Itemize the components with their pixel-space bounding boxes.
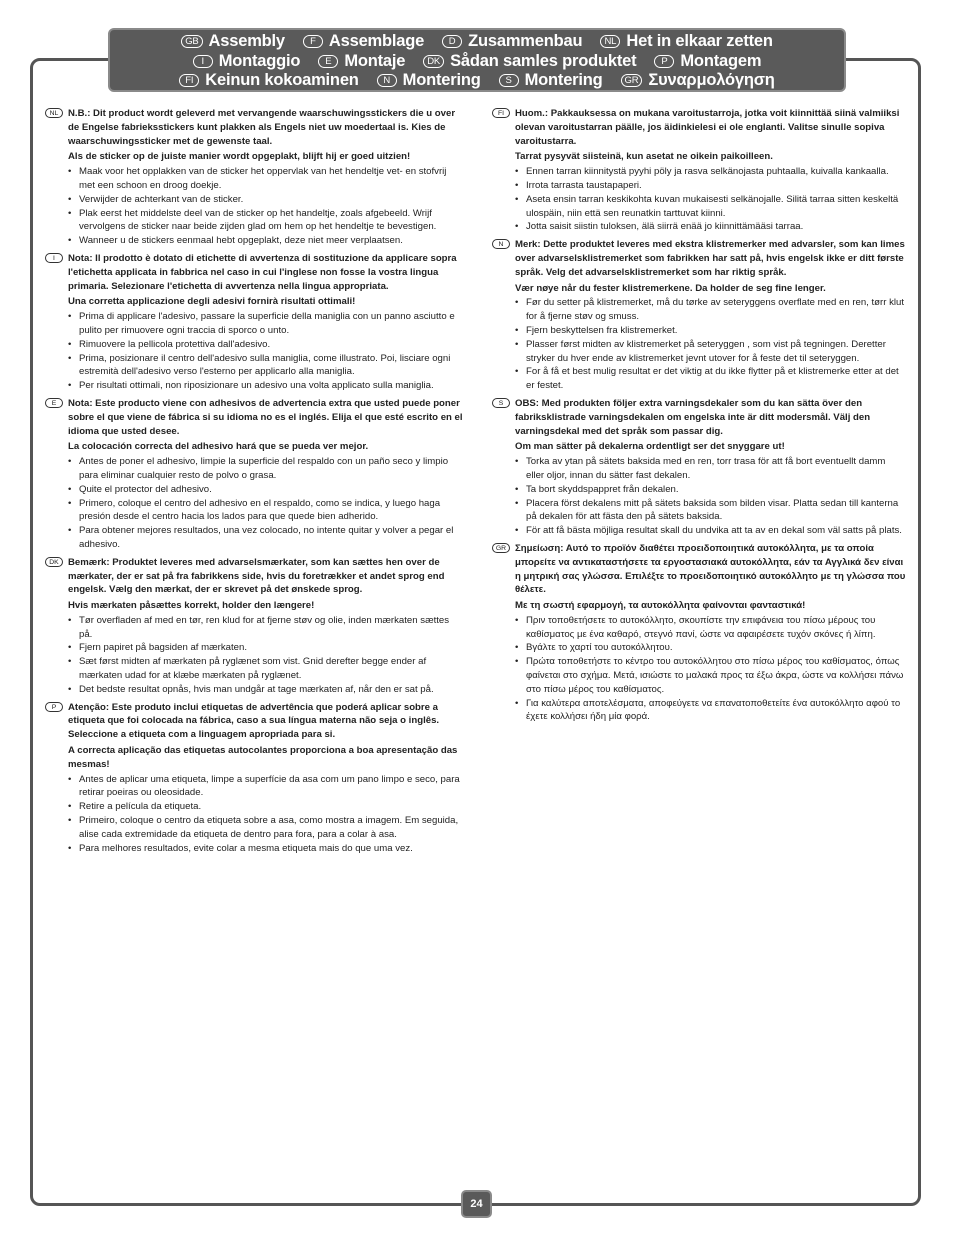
list-item: • Πριν τοποθετήσετε το αυτοκόλλητο, σκουπίστε την επιφάνεια του πίσω μέρους του καθίσματος με ένα καθαρό, στεγνό πανί, ώστε να αφαιρέσετε τυχόν σκόνες ή λίπη. (515, 614, 906, 642)
list-item: • Torka av ytan på sätets baksida med en ren, torr trasa för att få bort eventuellt damm eller oljor, innan du sätter fast dekalen. (515, 455, 906, 483)
language-badge: GB (181, 35, 202, 48)
left-column (45, 107, 463, 859)
language-badge: P (45, 702, 63, 712)
list-item: • Placera först dekalens mitt på sätets baksida som bilden visar. Platta sedan till kanterna på dekalen för att fästa den på sätets baksida. (515, 497, 906, 525)
section-e (45, 397, 463, 552)
header-item (179, 71, 358, 90)
bullet-list (68, 773, 463, 856)
section-intro: Nota: Il prodotto è dotato di etichette di avvertenza di sostituzione da applicare sopra l'etichetta applicata in fabbrica nel caso in cui l'inglese non fosse la vostra lingua primaria. Selezionare l'etichetta di avvertenza nella lingua appropriata. (68, 252, 457, 292)
header-item (318, 52, 405, 71)
language-badge: NL (600, 35, 620, 48)
section-p (45, 701, 463, 856)
header-item (303, 32, 424, 51)
language-badge: D (442, 35, 462, 48)
section-intro: Σημείωση: Αυτό το προϊόν διαθέτει προειδοποιητικά αυτοκόλλητα, με τα οποία μπορείτε να αντικαταστήσετε τα εργοστασιακά αυτοκόλλητα, εάν τα Αγγλικά δεν είναι η μητρική σας γλώσσα. Επιλέξτε το προειδοποιητικό αυτοκόλλητο με τη γλώσσα που θέλετε. (515, 542, 906, 596)
list-item: • Quite el protector del adhesivo. (68, 483, 463, 497)
list-item: • Tør overfladen af med en tør, ren klud for at fjerne støv og olie, inden mærkaten sættes på. (68, 614, 463, 642)
list-item: • Antes de poner el adhesivo, limpie la superficie del respaldo con un paño seco y limpio para eliminar cualquier resto de polvo o grasa. (68, 455, 463, 483)
list-item: • Πρώτα τοποθετήστε το κέντρο του αυτοκόλλητου στο πίσω μέρος του καθίσματος, όπως φαίνεται στο σχήμα. Μετά, ισιώστε το μαλακά προς τα έξω άκρα, ώστε να κολλήσει πάνω στο πίσω μέρος του καθίσματος. (515, 655, 906, 696)
header-item (423, 52, 636, 71)
language-badge: F (303, 35, 323, 48)
section-intro: N.B.: Dit product wordt geleverd met vervangende waarschuwingsstickers die u over de Engelse fabrieksstickers kunt plakken als Engels niet uw moedertaal is. Kies de waarschuwingssticker met de gewenste taal. (68, 108, 456, 147)
bullet-list (515, 165, 906, 234)
section-subheading: Με τη σωστή εφαρμογή, τα αυτοκόλλητα φαίνονται φανταστικά! (515, 600, 806, 612)
list-item: • Para melhores resultados, evite colar a mesma etiqueta mais do que uma vez. (68, 842, 463, 856)
section-intro: Merk: Dette produktet leveres med ekstra klistremerker med advarsler, som kan limes over advarselsklistremerket som fabrikken har satt på, hvis engelsk ikke er ditt første språk. Velg det advarselsklistremerket som har riktig språk. (515, 239, 905, 278)
section-fi (492, 107, 906, 234)
list-item: • Prima di applicare l'adesivo, passare la superficie della maniglia con un panno asciutto e pulito per rimuovere ogni traccia di sporco o unto. (68, 310, 463, 338)
list-item: • Plak eerst het middelste deel van de sticker op het handeltje, zoals afgebeeld. Wrijf vervolgens de sticker naar beide zijden glad om hem op het hendeltje te bevestigen. (68, 207, 463, 235)
header-item (600, 32, 772, 51)
list-item: • Fjern papiret på bagsiden af mærkaten. (68, 641, 463, 655)
list-item: • For å få et best mulig resultat er det viktig at du ikke flytter på et klistremerke etter at det er festet. (515, 365, 906, 393)
list-item: • Ennen tarran kiinnitystä pyyhi pöly ja rasva selkänojasta puhtaalla, kuivalla kankaalla. (515, 165, 906, 179)
header-row (110, 52, 844, 72)
header-item (654, 52, 761, 71)
language-badge: S (499, 74, 519, 87)
language-badge: GR (621, 74, 643, 87)
language-badge: FI (179, 74, 199, 87)
list-item: • Βγάλτε το χαρτί του αυτοκόλλητου. (515, 641, 906, 655)
section-subheading: Hvis mærkaten påsættes korrekt, holder den længere! (68, 600, 315, 612)
header-label: Sådan samles produktet (450, 51, 637, 70)
section-intro: Huom.: Pakkauksessa on mukana varoitustarroja, jotka voit kiinnittää siinä valmiiksi olevan varoitustarran päälle, jos äidinkielesi ei ole englanti. Valitse sinulle sopiva varoitustarra. (515, 108, 900, 147)
language-badge: N (377, 74, 397, 87)
section-subheading: Una corretta applicazione degli adesivi fornirà risultati ottimali! (68, 296, 356, 308)
section-intro: Nota: Este producto viene con adhesivos de advertencia extra que usted puede poner sobre el que viene de fábrica si su idioma no es el inglés. Elija el que esté escrito en el idioma que usted desee. (68, 397, 463, 437)
bullet-list (515, 296, 906, 393)
language-badge: P (654, 55, 674, 68)
header-label: Montagem (680, 51, 762, 70)
bullet-list (68, 310, 463, 393)
section-n (492, 238, 906, 393)
language-badge: I (193, 55, 213, 68)
right-column (492, 107, 906, 728)
list-item: • Jotta saisit siistin tuloksen, älä siirrä enää jo kiinnittämääsi tarraa. (515, 220, 906, 234)
list-item: • För att få bästa möjliga resultat skall du undvika att ta av en dekal som väl satts på plats. (515, 524, 906, 538)
language-badge: E (45, 398, 63, 408)
list-item: • Per risultati ottimali, non riposizionare un adesivo una volta applicato sulla maniglia. (68, 379, 463, 393)
header-label: Montering (524, 71, 603, 90)
header-item (499, 71, 603, 90)
bullet-list (68, 614, 463, 697)
list-item: • Aseta ensin tarran keskikohta kuvan mukaisesti selkänojalle. Silitä tarraa sitten keskeltä ulospäin, niin että sen reunatkin tarttuvat kiinni. (515, 193, 906, 221)
bullet-list (515, 614, 906, 724)
bullet-list (68, 455, 463, 552)
language-badge: DK (423, 55, 444, 68)
header-item (442, 32, 582, 51)
list-item: • Verwijder de achterkant van de sticker. (68, 193, 463, 207)
list-item: • Plasser først midten av klistremerket på seteryggen , som vist på tegningen. Deretter stryker du hver ende av klistremerket jevnt utover for å feste det til seteryggen. (515, 338, 906, 366)
language-badge: S (492, 398, 510, 408)
language-badge: N (492, 239, 510, 249)
language-badge: NL (45, 108, 63, 118)
header-item (377, 71, 481, 90)
section-s (492, 397, 906, 538)
section-subheading: Om man sätter på dekalerna ordentligt ser det snyggare ut! (515, 441, 785, 453)
header-label: Assemblage (328, 32, 425, 51)
header-label: Montaggio (218, 51, 301, 70)
header-item (193, 52, 301, 71)
list-item: • Antes de aplicar uma etiqueta, limpe a superfície da asa com um pano limpo e seco, para retirar poeiras ou oleosidade. (68, 773, 463, 801)
list-item: • Primero, coloque el centro del adhesivo en el respaldo, como se indica, y luego haga presión desde el centro hacia los lados para que quede bien adherido. (68, 497, 463, 525)
section-nl (45, 107, 463, 248)
header-label: Montering (402, 71, 481, 90)
assembly-header (108, 28, 846, 92)
language-badge: FI (492, 108, 510, 118)
bullet-list (515, 455, 906, 538)
header-item (621, 71, 775, 90)
section-subheading: Vær nøye når du fester klistremerkene. Da holder de seg fine lenger. (515, 282, 826, 294)
header-label: Het in elkaar zetten (626, 32, 773, 51)
list-item: • Før du setter på klistremerket, må du tørke av seteryggens overflate med en ren, tørr klut for å fjerne støv og smuss. (515, 296, 906, 324)
header-row (110, 32, 844, 52)
list-item: • Fjern beskyttelsen fra klistremerket. (515, 324, 906, 338)
list-item: • Det bedste resultat opnås, hvis man undgår at tage mærkaten af, når den er sat på. (68, 683, 463, 697)
header-label: Keinun kokoaminen (205, 71, 359, 90)
language-badge: GR (492, 543, 510, 553)
section-i (45, 252, 463, 393)
list-item: • Primeiro, coloque o centro da etiqueta sobre a asa, como mostra a imagem. Em seguida, alise cada extremidade da etiqueta de dentro para fora, para a colar à asa. (68, 814, 463, 842)
header-label: Assembly (208, 32, 285, 51)
list-item: • Rimuovere la pellicola protettiva dall'adesivo. (68, 338, 463, 352)
section-intro: Bemærk: Produktet leveres med advarselsmærkater, som kan sættes hen over de mærkater, der er sat på fra fabrikkens side, hvis du foretrækker et andet sprog end engelsk. Vælg den mærkat, der er skrevet på det ønskede sprog. (68, 556, 445, 596)
list-item: • Wanneer u de stickers eenmaal hebt opgeplakt, deze niet meer verplaatsen. (68, 234, 463, 248)
section-subheading: Tarrat pysyvät siisteinä, kun asetat ne oikein paikoilleen. (515, 151, 773, 163)
section-intro: Atenção: Este produto inclui etiquetas de advertência que poderá aplicar sobre a etiqueta que foi colocada na fábrica, caso a sua língua materna não seja o inglês. Seleccione a etiqueta com a linguagem apropriada para si. (68, 701, 440, 741)
header-label: Montaje (344, 51, 406, 70)
list-item: • Para obtener mejores resultados, una vez colocado, no intente quitar y volver a pegar el adhesivo. (68, 524, 463, 552)
list-item: • Maak voor het opplakken van de sticker het oppervlak van het hendeltje vet- en stofvrij met een schoon en droog doekje. (68, 165, 463, 193)
header-label: Συναρμολόγηση (648, 71, 775, 90)
page-number: 24 (461, 1190, 492, 1218)
header-item (181, 32, 285, 51)
list-item: • Sæt først midten af mærkaten på ryglænet som vist. Gnid derefter begge ender af mærkaten udad for at klæbe mærkaten på ryglænet. (68, 655, 463, 683)
language-badge: I (45, 253, 63, 263)
section-gr (492, 542, 906, 724)
list-item: • Irrota tarrasta taustapaperi. (515, 179, 906, 193)
list-item: • Prima, posizionare il centro dell'adesivo sulla maniglia, come illustrato. Poi, lisciare ogni estremità dell'adesivo verso l'esterno per applicarlo alla maniglia. (68, 352, 463, 380)
language-badge: E (318, 55, 338, 68)
list-item: • Ta bort skyddspappret från dekalen. (515, 483, 906, 497)
header-row (110, 71, 844, 91)
header-label: Zusammenbau (468, 32, 583, 51)
bullet-list (68, 165, 463, 248)
language-badge: DK (45, 557, 63, 567)
list-item: • Για καλύτερα αποτελέσματα, αποφεύγετε να επανατοποθετείτε ένα αυτοκόλλητο αφού το έχετε κολλήσει ήδη μία φορά. (515, 697, 906, 725)
section-dk (45, 556, 463, 697)
section-subheading: A correcta aplicação das etiquetas autocolantes proporciona a boa apresentação das mesmas! (68, 745, 458, 770)
list-item: • Retire a película da etiqueta. (68, 800, 463, 814)
section-subheading: La colocación correcta del adhesivo hará que se pueda ver mejor. (68, 441, 369, 453)
section-intro: OBS: Med produkten följer extra varningsdekaler som du kan sätta över den fabriksklistrade varningsdekalen om engelska inte är ditt modersmål. Välj den varningsdekal med det språk som passar dig. (515, 397, 871, 437)
section-subheading: Als de sticker op de juiste manier wordt opgeplakt, blijft hij er goed uitzien! (68, 151, 411, 163)
